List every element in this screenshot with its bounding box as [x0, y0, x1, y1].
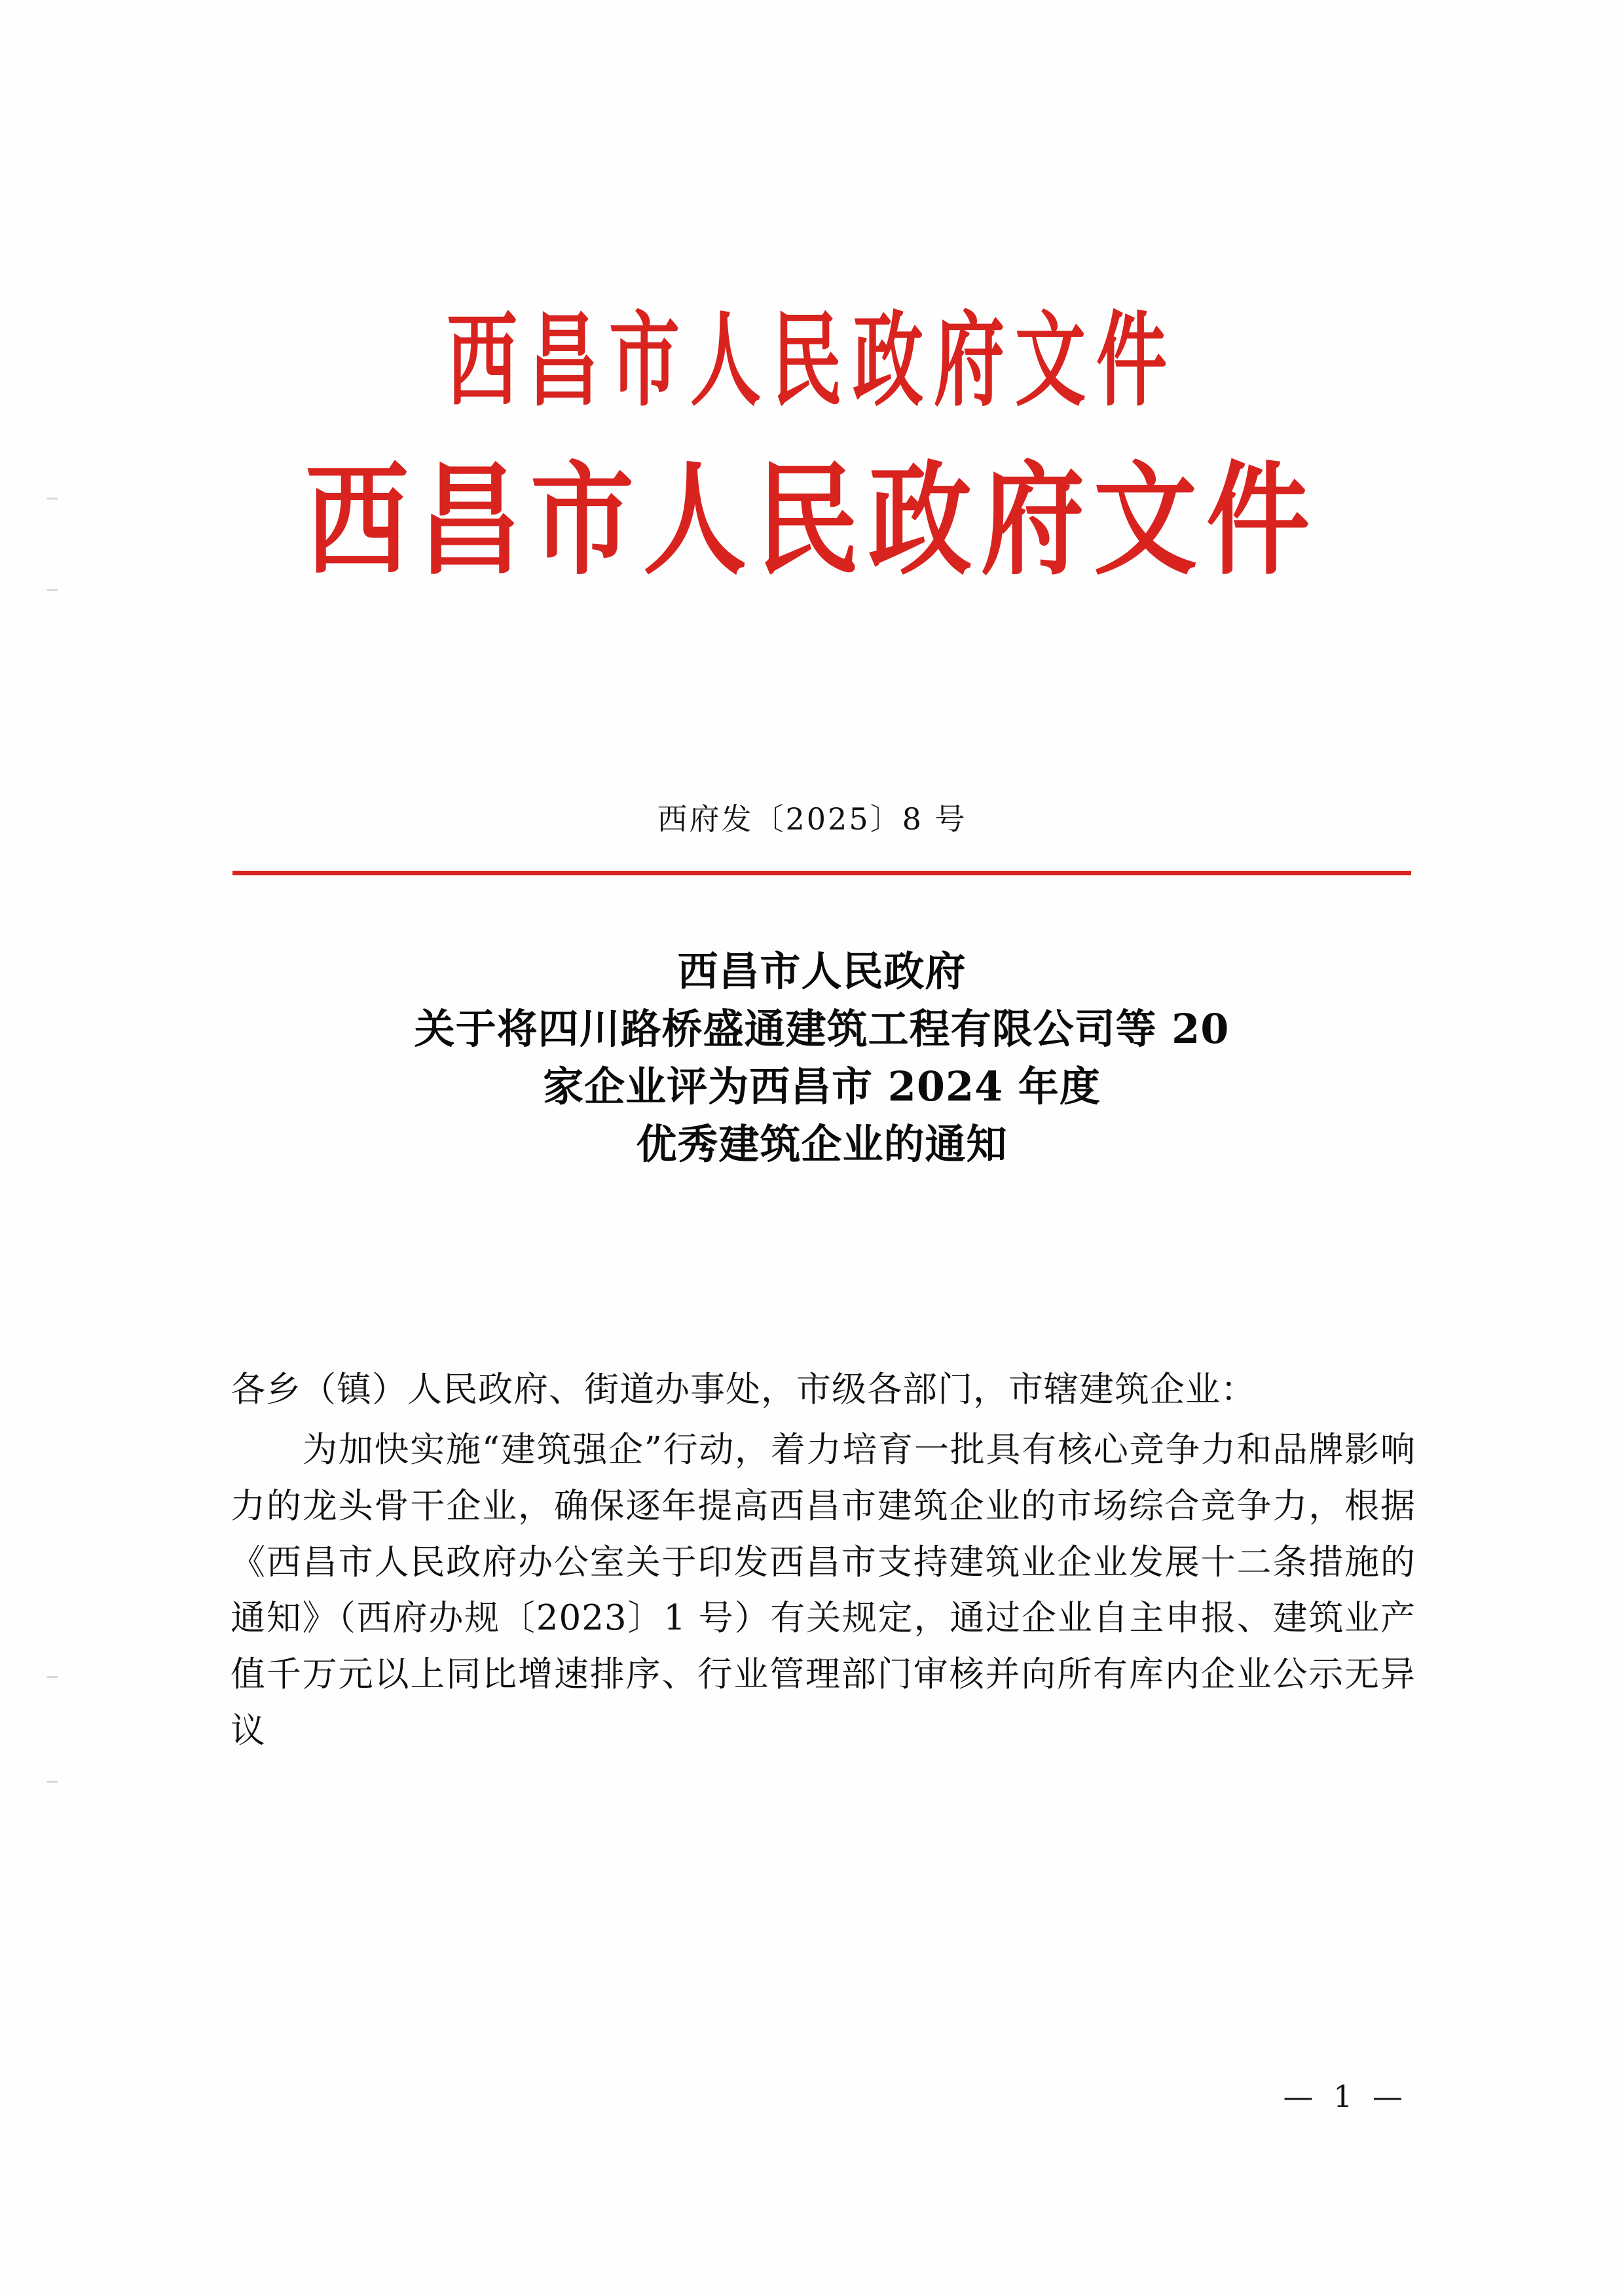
salutation-paragraph: 各乡（镇）人民政府、街道办事处，市级各部门，市辖建筑企业：: [231, 1370, 1256, 1410]
document-body: [231, 1362, 1416, 1763]
binding-mark: [47, 1781, 58, 1783]
masthead: [0, 302, 1624, 592]
title-line-1: 西昌市人民政府: [677, 947, 967, 995]
binding-mark: [47, 589, 58, 591]
binding-mark: [47, 1676, 58, 1678]
document-number: 西府发〔2025〕8 号: [657, 801, 967, 837]
masthead-seal-script: 西昌市人民政府文件: [446, 302, 1177, 421]
title-line-2: 关于将四川路桥盛通建筑工程有限公司等 20: [414, 1005, 1230, 1053]
page-number: — 1 —: [1283, 2079, 1408, 2114]
masthead-title: 西昌市人民政府文件: [305, 449, 1319, 592]
title-line-3: 家企业评为西昌市 2024 年度: [543, 1063, 1101, 1111]
red-divider-rule: [232, 871, 1411, 875]
body-paragraph-1: 为加快实施“建筑强企”行动，着力培育一批具有核心竞争力和品牌影响力的龙头骨干企业，确保逐年提高西昌市建筑企业的市场综合竞争力，根据《西昌市人民政府办公室关于印发西昌市支持建筑业企业发展十二条措施的通知》（西府办规〔2023〕1 号）有关规定，通过企业自主申报、建筑业产值千万元以上同比增速排序、行业管理部门审核并向所有库内企业公示无异议: [231, 1429, 1416, 1751]
title-line-4: 优秀建筑企业的通知: [636, 1120, 1008, 1169]
document-title: [196, 943, 1447, 1173]
